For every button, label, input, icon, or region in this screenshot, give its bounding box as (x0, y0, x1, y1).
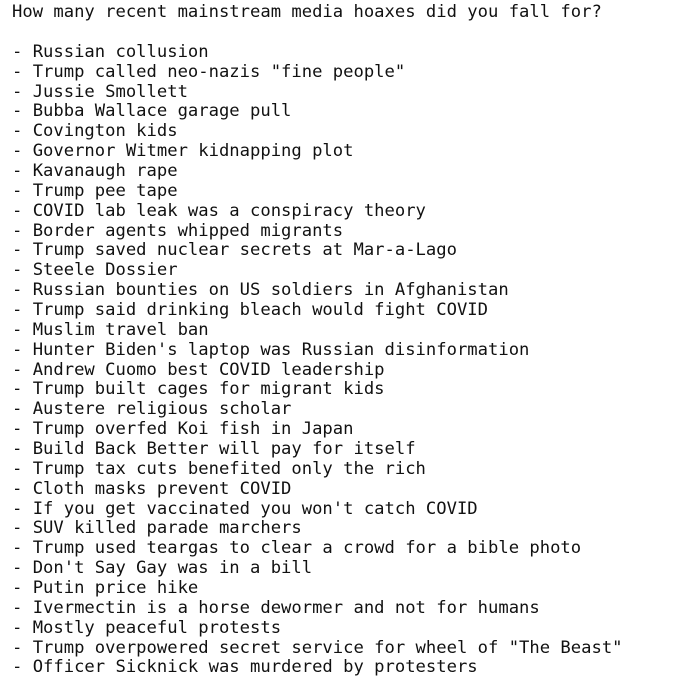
list-item: - Build Back Better will pay for itself (12, 438, 416, 459)
list-item: - Trump overpowered secret service for wheel of "The Beast" (12, 637, 623, 658)
list-item: - Hunter Biden's laptop was Russian disinformation (12, 339, 530, 360)
list-item: - Cloth masks prevent COVID (12, 478, 292, 499)
list-item: - Officer Sicknick was murdered by protesters (12, 657, 478, 678)
list-item: - Russian collusion (12, 41, 209, 62)
document-title: How many recent mainstream media hoaxes did you fall for? (12, 2, 602, 22)
hoax-list (12, 43, 672, 679)
list-item: - Austere religious scholar (12, 399, 292, 420)
list-item: - Jussie Smollett (12, 81, 188, 102)
list-item: - Border agents whipped migrants (12, 220, 344, 241)
list-item: - Muslim travel ban (12, 319, 209, 340)
list-item: - Trump overfed Koi fish in Japan (12, 419, 354, 440)
list-item: - Steele Dossier (12, 260, 178, 281)
list-item: - Mostly peaceful protests (12, 617, 282, 638)
list-item: - Trump used teargas to clear a crowd for a bible photo (12, 538, 582, 559)
list-item: - Trump built cages for migrant kids (12, 379, 385, 400)
list-item: - Governor Witmer kidnapping plot (12, 141, 354, 162)
list-item: - COVID lab leak was a conspiracy theory (12, 200, 426, 221)
list-item: - Trump called neo-nazis "fine people" (12, 61, 406, 82)
list-item: - Trump pee tape (12, 180, 178, 201)
list-item: - Trump tax cuts benefited only the rich (12, 458, 426, 479)
list-item: - Putin price hike (12, 577, 199, 598)
list-item: - Trump said drinking bleach would fight COVID (12, 299, 488, 320)
list-item: - Don't Say Gay was in a bill (12, 558, 313, 579)
list-item: - If you get vaccinated you won't catch COVID (12, 498, 478, 519)
list-item: - Kavanaugh rape (12, 160, 178, 181)
list-item: - Bubba Wallace garage pull (12, 101, 292, 122)
list-item: - Trump saved nuclear secrets at Mar-a-Lago (12, 240, 457, 261)
list-item: - Covington kids (12, 121, 178, 142)
blank-line (12, 23, 672, 43)
list-item: - Andrew Cuomo best COVID leadership (12, 359, 385, 380)
list-item: - Ivermectin is a horse dewormer and not for humans (12, 597, 540, 618)
list-item: - SUV killed parade marchers (12, 518, 302, 539)
document (12, 0, 672, 678)
list-item: - Russian bounties on US soldiers in Afghanistan (12, 280, 509, 301)
